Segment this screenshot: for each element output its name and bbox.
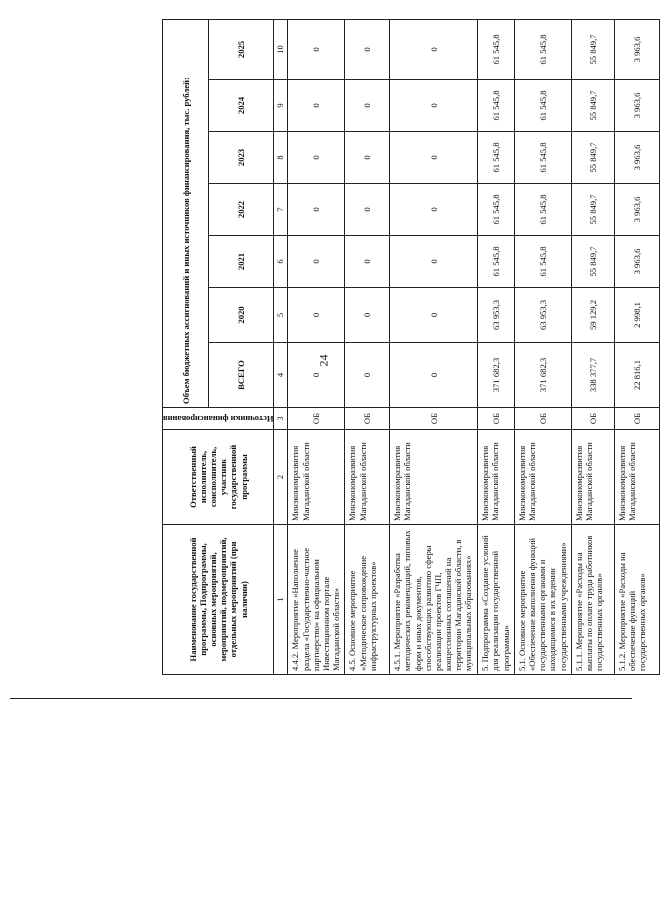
row-value: 0 xyxy=(288,288,345,343)
row-value: 61 545,8 xyxy=(514,132,571,184)
header-year: 2020 xyxy=(209,288,274,343)
table-row xyxy=(514,19,571,674)
header-year: 2024 xyxy=(209,80,274,132)
row-value: 61 545,8 xyxy=(478,80,515,132)
row-value: 0 xyxy=(345,80,390,132)
row-value: 3 963,6 xyxy=(614,19,659,79)
row-value: 61 545,8 xyxy=(478,19,515,79)
row-value: 61 545,8 xyxy=(514,236,571,288)
column-number: 9 xyxy=(274,80,288,132)
row-value: 0 xyxy=(390,184,478,236)
row-value: 0 xyxy=(345,236,390,288)
header-year: 2022 xyxy=(209,184,274,236)
row-value: 55 849,7 xyxy=(571,19,614,79)
row-value: 371 682,3 xyxy=(478,343,515,408)
column-number: 3 xyxy=(274,408,288,430)
row-value: 0 xyxy=(345,288,390,343)
header-year: 2025 xyxy=(209,19,274,79)
column-number: 2 xyxy=(274,430,288,525)
row-name: 5.1.1. Мероприятие «Расходы на выплаты по оплате труда работников государственных органов» xyxy=(571,525,614,675)
header-source xyxy=(163,408,274,430)
budget-table xyxy=(162,19,660,675)
column-number: 10 xyxy=(274,19,288,79)
table-row xyxy=(478,19,515,674)
row-value: 0 xyxy=(390,343,478,408)
row-executor: Минэкономразвития Магаданской области xyxy=(345,430,390,525)
page-number: 24 xyxy=(316,354,331,367)
row-value: 61 545,8 xyxy=(514,80,571,132)
column-number: 1 xyxy=(274,525,288,675)
row-value: 0 xyxy=(288,184,345,236)
row-value: 55 849,7 xyxy=(571,132,614,184)
row-value: 3 963,6 xyxy=(614,184,659,236)
row-executor: Минэкономразвития Магаданской области xyxy=(390,430,478,525)
column-number: 6 xyxy=(274,236,288,288)
row-value: 0 xyxy=(288,19,345,79)
row-value: 0 xyxy=(345,184,390,236)
row-source: ОБ xyxy=(514,408,571,430)
row-executor: Минэкономразвития Магаданской области xyxy=(288,430,345,525)
row-value: 0 xyxy=(390,19,478,79)
row-name: 5.1. Основное мероприятие «Обеспечение выполнения функций государственными органами и находящимися в их ведении государственными учреждениями» xyxy=(514,525,571,675)
row-value: 0 xyxy=(390,288,478,343)
row-source: ОБ xyxy=(478,408,515,430)
row-value: 2 998,1 xyxy=(614,288,659,343)
row-value: 0 xyxy=(345,343,390,408)
row-value: 0 xyxy=(288,343,345,408)
row-value: 61 545,8 xyxy=(514,184,571,236)
budget-table-container xyxy=(162,20,647,675)
row-source: ОБ xyxy=(288,408,345,430)
row-value: 55 849,7 xyxy=(571,236,614,288)
table-row xyxy=(390,19,478,674)
header-source-text: Источники финансирования xyxy=(163,413,274,424)
row-name: 5. Подпрограмма «Создание условий для реализации государственной программы» xyxy=(478,525,515,675)
column-number: 4 xyxy=(274,343,288,408)
header-name: Наименование государственной программы, Подпрограммы, основных мероприятий, мероприятий, подмероприятий, отдельных мероприятий (при наличии) xyxy=(163,525,274,675)
row-value: 59 129,2 xyxy=(571,288,614,343)
table-row xyxy=(345,19,390,674)
row-value: 63 953,3 xyxy=(478,288,515,343)
row-value: 0 xyxy=(345,132,390,184)
row-value: 0 xyxy=(345,19,390,79)
row-value: 3 963,6 xyxy=(614,80,659,132)
row-value: 3 963,6 xyxy=(614,132,659,184)
header-year: ВСЕГО xyxy=(209,343,274,408)
row-value: 371 682,3 xyxy=(514,343,571,408)
table-row xyxy=(571,19,614,674)
header-year: 2023 xyxy=(209,132,274,184)
row-value: 61 545,8 xyxy=(478,132,515,184)
row-value: 338 377,7 xyxy=(571,343,614,408)
column-number: 5 xyxy=(274,288,288,343)
row-value: 0 xyxy=(288,132,345,184)
row-value: 0 xyxy=(390,80,478,132)
row-value: 55 849,7 xyxy=(571,184,614,236)
column-number: 7 xyxy=(274,184,288,236)
row-source: ОБ xyxy=(571,408,614,430)
row-value: 0 xyxy=(390,236,478,288)
row-name: 4.5.1. Мероприятие «Разработка методических рекомендаций, типовых форм и иных документов, способствующих развитию сферы реализации проектов ГЧП, концессионных соглашений на территории Магаданской области, в муниципальных образованиях» xyxy=(390,525,478,675)
row-executor: Минэкономразвития Магаданской области xyxy=(571,430,614,525)
row-source: ОБ xyxy=(345,408,390,430)
header-year: 2021 xyxy=(209,236,274,288)
row-source: ОБ xyxy=(614,408,659,430)
row-value: 55 849,7 xyxy=(571,80,614,132)
table-row xyxy=(288,19,345,674)
table-row xyxy=(614,19,659,674)
header-funding: Объем бюджетных ассигнований и иных источников финансирования, тыс. рублей: xyxy=(163,19,209,407)
row-value: 0 xyxy=(288,80,345,132)
column-number: 8 xyxy=(274,132,288,184)
row-value: 22 816,1 xyxy=(614,343,659,408)
row-executor: Минэкономразвития Магаданской области xyxy=(514,430,571,525)
row-executor: Минэкономразвития Магаданской области xyxy=(478,430,515,525)
page-divider-line xyxy=(10,698,632,699)
row-value: 61 545,8 xyxy=(478,236,515,288)
row-value: 61 545,8 xyxy=(478,184,515,236)
row-name: 4.4.2. Мероприятие «Наполнение раздела «Государственно-частное партнерство» на официальном Инвестиционном портале Магаданской области» xyxy=(288,525,345,675)
row-value: 61 545,8 xyxy=(514,19,571,79)
row-name: 4.5. Основное мероприятие «Методическое сопровождение инфраструктурных проектов» xyxy=(345,525,390,675)
row-value: 3 963,6 xyxy=(614,236,659,288)
row-executor: Минэкономразвития Магаданской области xyxy=(614,430,659,525)
row-value: 0 xyxy=(288,236,345,288)
row-source: ОБ xyxy=(390,408,478,430)
header-executor: Ответственный исполнитель, соисполнитель, участник государственной программы xyxy=(163,430,274,525)
row-value: 0 xyxy=(390,132,478,184)
row-name: 5.1.2. Мероприятие «Расходы на обеспечение функций государственных органов» xyxy=(614,525,659,675)
row-value: 63 953,3 xyxy=(514,288,571,343)
